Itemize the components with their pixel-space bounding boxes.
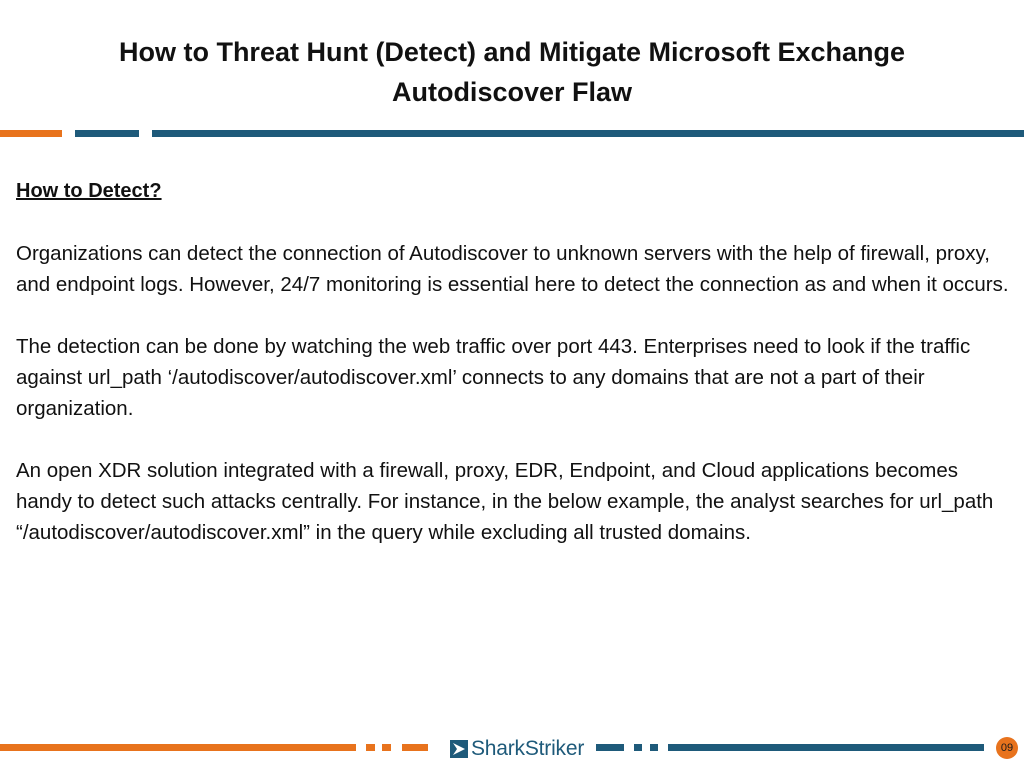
page-number-badge: 09 xyxy=(996,737,1018,759)
paragraph-3: An open XDR solution integrated with a firewall, proxy, EDR, Endpoint, and Cloud applications becomes handy to detect such attacks centrally. For instance, in the below example, the analyst searches for url_path “/autodiscover/autodiscover.xml” in the query while excluding all trusted domains. xyxy=(16,459,994,544)
title-line-2: Autodiscover Flaw xyxy=(391,77,633,107)
footer-divider-blue-dash-1 xyxy=(596,744,624,751)
header-divider-orange xyxy=(0,130,62,137)
slide-title xyxy=(40,32,984,112)
title-line-1: How to Threat Hunt (Detect) and Mitigate Microsoft Exchange xyxy=(118,37,906,67)
logo-text-suffix: Striker xyxy=(524,737,585,760)
footer-divider-blue-long xyxy=(668,744,984,751)
footer-divider-orange-long xyxy=(0,744,356,751)
header-divider-blue-long xyxy=(152,130,1024,137)
section-heading: How to Detect? xyxy=(16,180,162,202)
footer-divider-orange-dash-1 xyxy=(366,744,375,751)
footer-divider-blue-dash-3 xyxy=(650,744,658,751)
paragraph-1: Organizations can detect the connection of Autodiscover to unknown servers with the help of firewall, proxy, and endpoint logs. However, 24/7 monitoring is essential here to detect the connection as and when it occurs. xyxy=(16,242,1009,296)
header-divider-blue-short xyxy=(75,130,139,137)
footer-divider-blue-dash-2 xyxy=(634,744,642,751)
logo-text-prefix: Shark xyxy=(471,737,525,760)
paragraph-2: The detection can be done by watching the web traffic over port 443. Enterprises need to look if the traffic against url_path ‘/autodiscover/autodiscover.xml’ connects to any domains that are not a part of their organization. xyxy=(16,335,971,420)
footer-divider-orange-dash-3 xyxy=(402,744,428,751)
sharkstriker-logo xyxy=(450,738,584,760)
sharkstriker-logo-icon xyxy=(450,740,468,758)
footer-divider-orange-dash-2 xyxy=(382,744,391,751)
slide-body xyxy=(16,176,1011,579)
